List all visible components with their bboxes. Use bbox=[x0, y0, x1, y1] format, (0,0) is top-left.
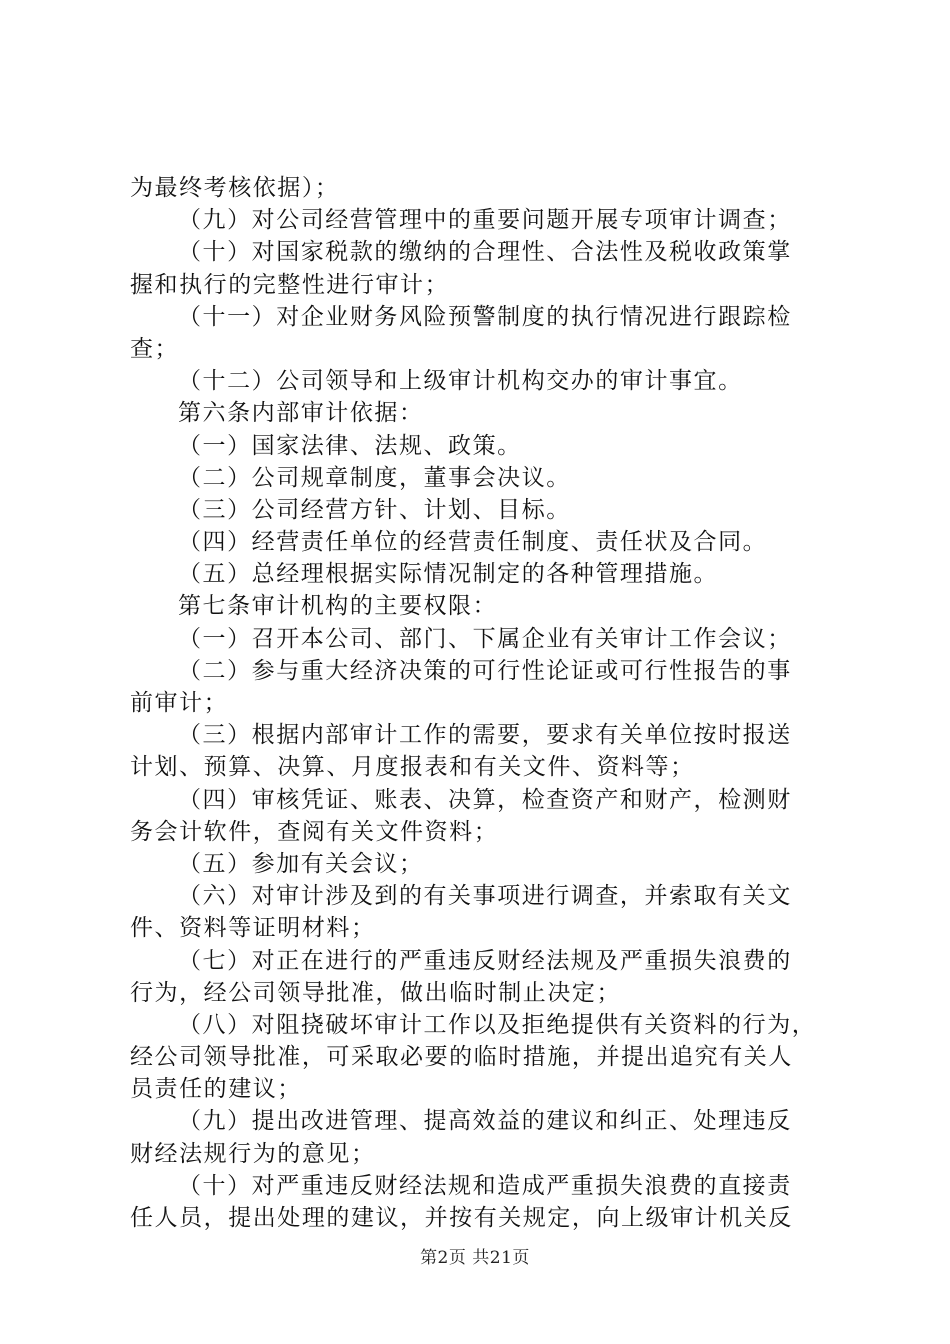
text-line: 计划、预算、决算、月度报表和有关文件、资料等； bbox=[130, 754, 695, 781]
page-number: 第2页 共21页 bbox=[420, 1248, 530, 1268]
text-line: 财经法规行为的意见； bbox=[130, 1140, 376, 1167]
text-line: 件、资料等证明材料； bbox=[130, 915, 376, 942]
text-line: （三）根据内部审计工作的需要，要求有关单位按时报送 bbox=[178, 722, 792, 749]
text-line: 前审计； bbox=[130, 690, 229, 716]
text-line: 经公司领导批准，可采取必要的临时措施，并提出追究有关人 bbox=[130, 1044, 793, 1071]
text-line: （三）公司经营方针、计划、目标。 bbox=[178, 496, 571, 523]
text-line: （四）经营责任单位的经营责任制度、责任状及合同。 bbox=[178, 529, 768, 556]
section-heading: 第七条审计机构的主要权限： bbox=[178, 593, 498, 620]
text-line: 员责任的建议； bbox=[130, 1076, 302, 1103]
page-footer bbox=[0, 1243, 950, 1268]
text-line: （一）召开本公司、部门、下属企业有关审计工作会议； bbox=[178, 625, 792, 652]
text-line: （六）对审计涉及到的有关事项进行调查，并索取有关文 bbox=[178, 883, 792, 910]
document-body bbox=[130, 172, 835, 1234]
text-line: 行为，经公司领导批准，做出临时制止决定； bbox=[130, 979, 621, 1006]
text-line: （二）公司规章制度，董事会决议。 bbox=[178, 464, 571, 491]
text-line: （十一）对企业财务风险预警制度的执行情况进行跟踪检 bbox=[178, 303, 792, 330]
text-line: 务会计软件，查阅有关文件资料； bbox=[130, 818, 499, 845]
text-line: （四）审核凭证、账表、决算，检查资产和财产，检测财 bbox=[178, 786, 792, 813]
text-line: （二）参与重大经济决策的可行性论证或可行性报告的事 bbox=[178, 657, 792, 684]
text-line: （十）对严重违反财经法规和造成严重损失浪费的直接责 bbox=[178, 1172, 792, 1199]
text-line: （九）提出改进管理、提高效益的建议和纠正、处理违反 bbox=[178, 1108, 792, 1135]
text-line: 握和执行的完整性进行审计； bbox=[130, 271, 450, 298]
text-line: （十）对国家税款的缴纳的合理性、合法性及税收政策掌 bbox=[178, 239, 792, 266]
text-line: 为最终考核依据）； bbox=[130, 175, 340, 201]
text-line: （八）对阻挠破坏审计工作以及拒绝提供有关资料的行为， bbox=[178, 1011, 817, 1038]
text-line: （五）总经理根据实际情况制定的各种管理措施。 bbox=[178, 561, 719, 588]
text-line: 查； bbox=[130, 335, 180, 362]
text-line: （九）对公司经营管理中的重要问题开展专项审计调查； bbox=[178, 207, 792, 234]
text-line: （五）参加有关会议； bbox=[178, 850, 424, 877]
text-line: （十二）公司领导和上级审计机构交办的审计事宜。 bbox=[178, 368, 743, 395]
text-line: （一）国家法律、法规、政策。 bbox=[178, 432, 522, 459]
text-line: 任人员，提出处理的建议，并按有关规定，向上级审计机关反 bbox=[130, 1205, 793, 1231]
section-heading: 第六条内部审计依据： bbox=[178, 400, 424, 427]
text-line: （七）对正在进行的严重违反财经法规及严重损失浪费的 bbox=[178, 947, 792, 974]
